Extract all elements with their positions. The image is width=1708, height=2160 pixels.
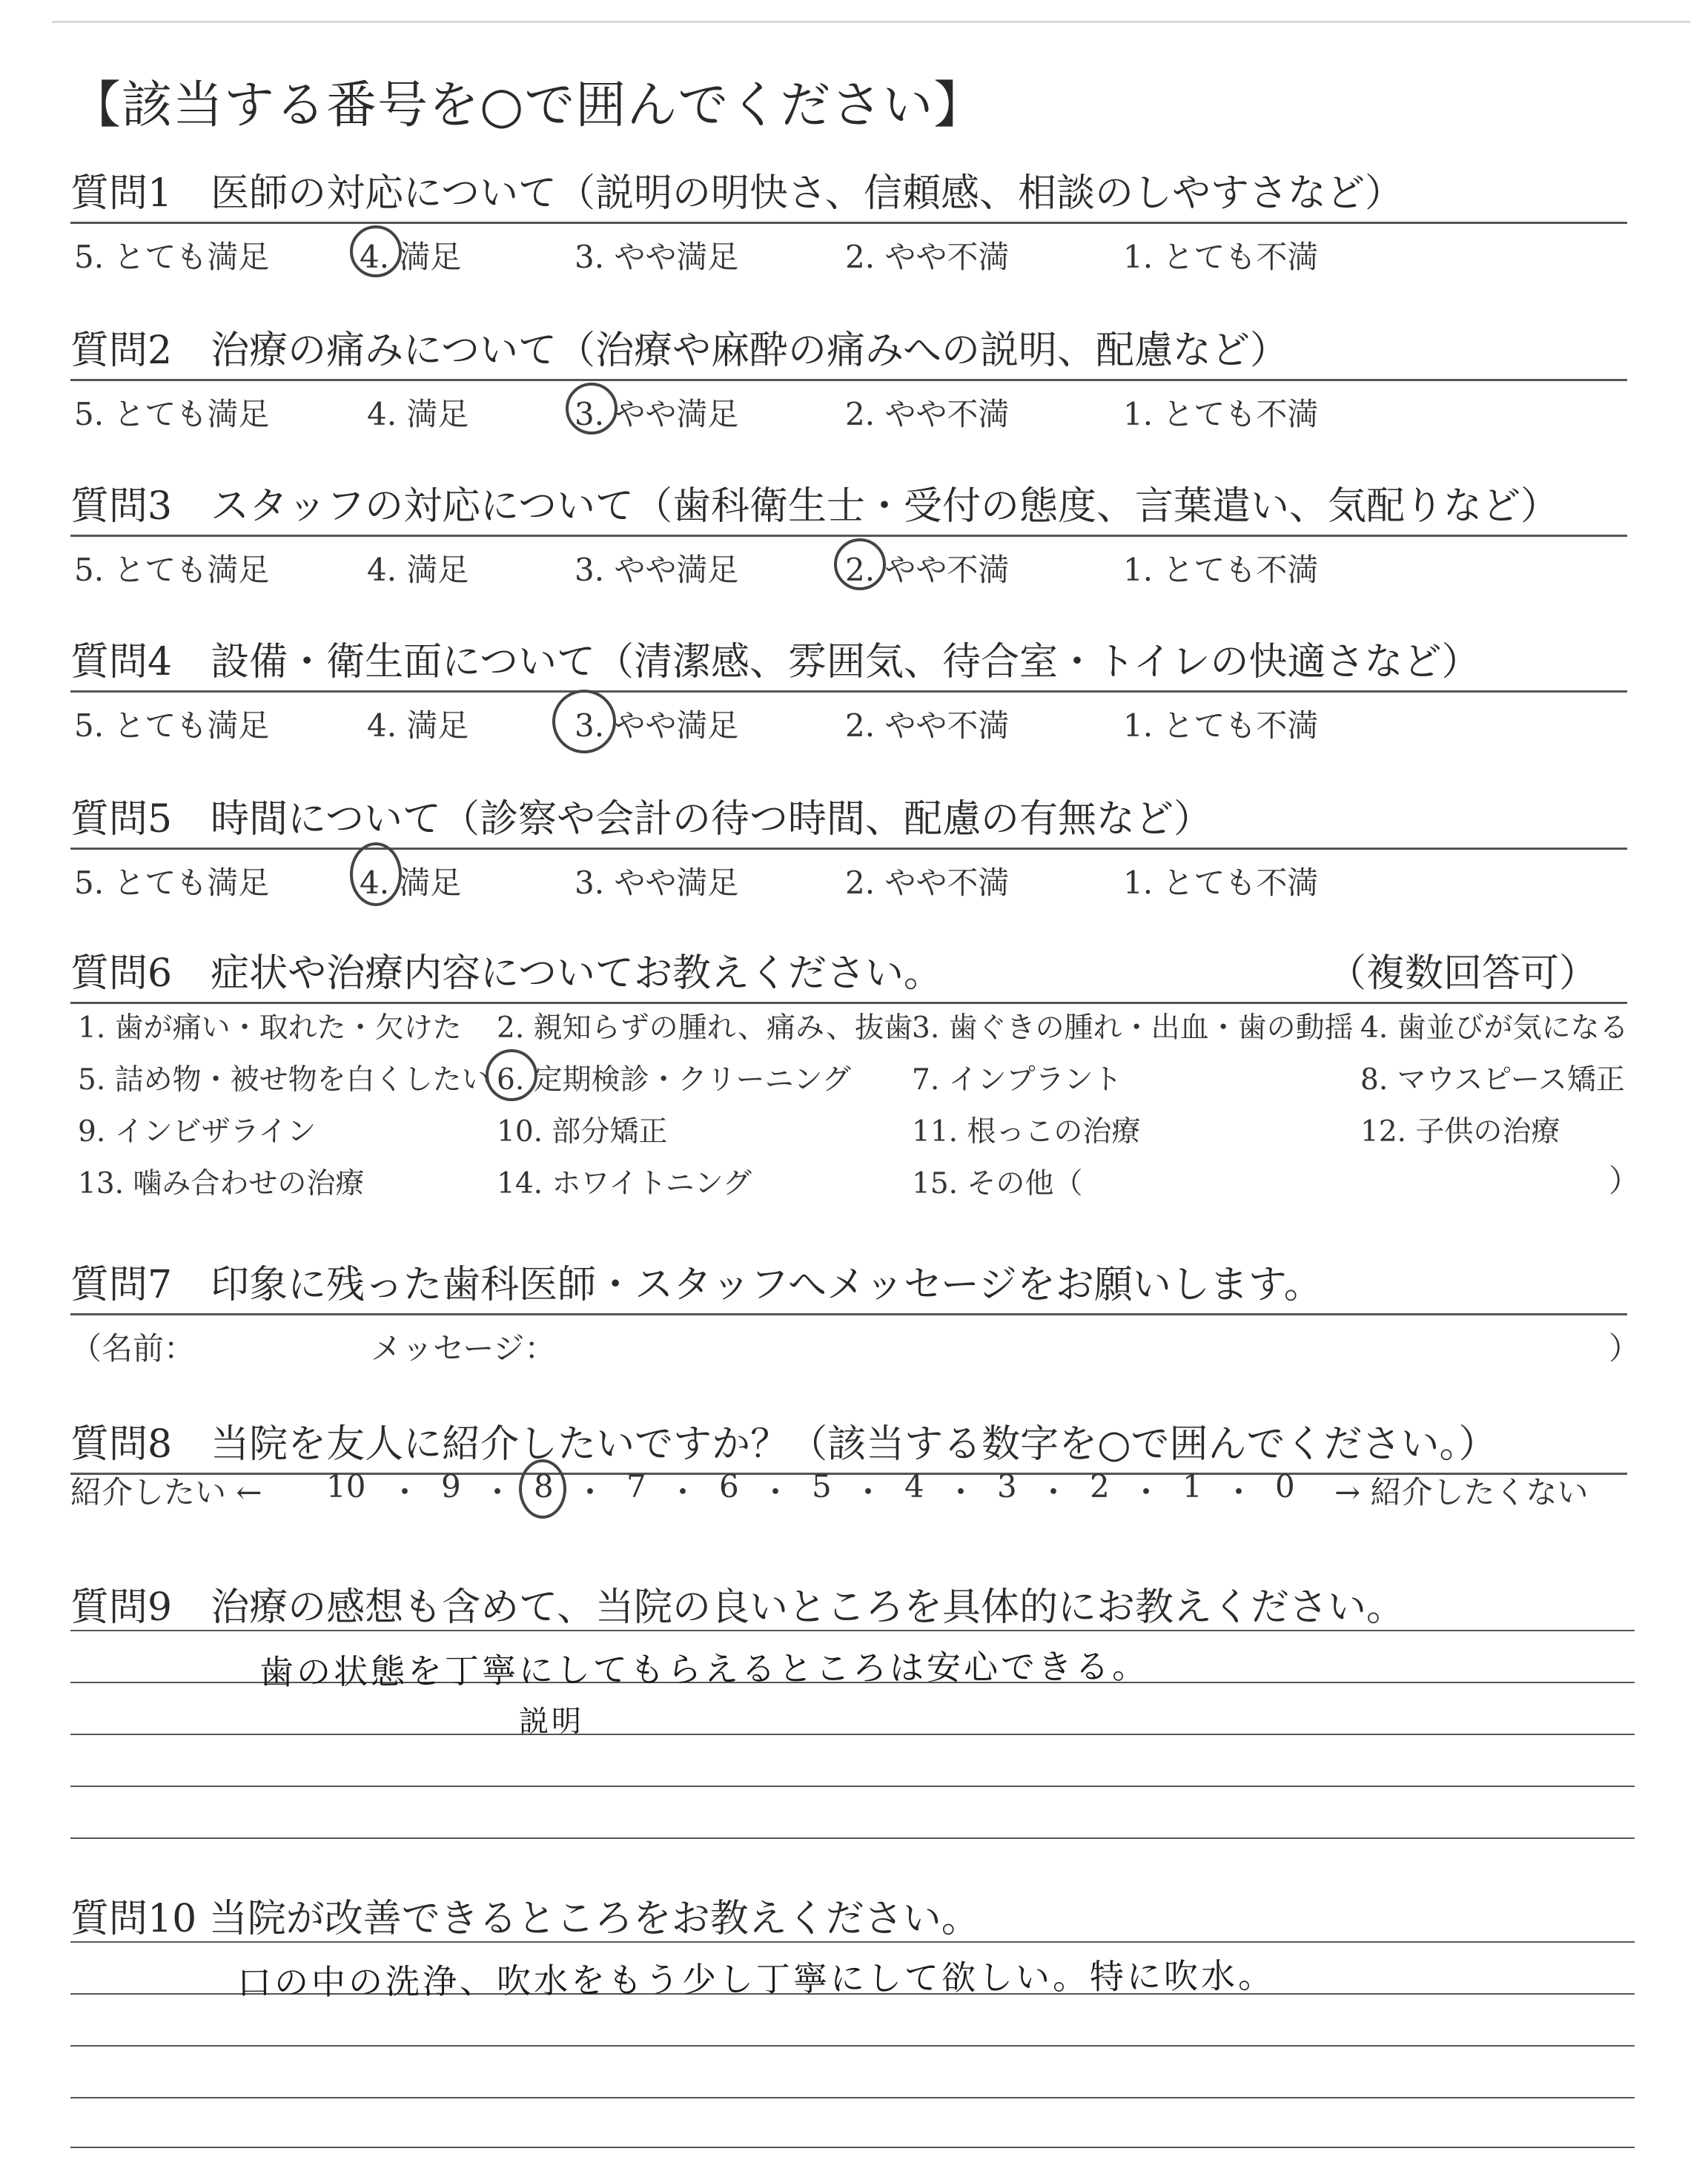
q1-option-4[interactable]: 4. 満足 — [360, 239, 462, 275]
answer-line — [70, 2147, 1635, 2148]
scale-separator: ・ — [1223, 1474, 1255, 1510]
scale-selected-circle — [519, 1459, 566, 1519]
question-6-rule — [70, 1002, 1627, 1004]
q4-option-5[interactable]: 5. とても満足 — [74, 707, 270, 744]
question-6-title — [70, 942, 1627, 997]
scale-value-5[interactable]: 5 — [812, 1468, 832, 1505]
answer-line — [70, 1941, 1635, 1943]
question-5-options — [70, 859, 1627, 903]
scale-value-1[interactable]: 1 — [1182, 1468, 1202, 1505]
scale-value-10[interactable]: 10 — [326, 1468, 366, 1505]
question-10 — [70, 1887, 1627, 1943]
answer-line — [70, 2097, 1635, 2098]
question-6-title-text: 質問6 症状や治療内容についてお教えください。 — [70, 951, 943, 996]
question-2-rule — [70, 379, 1627, 381]
scale-separator: ・ — [853, 1474, 884, 1510]
q4-selected-circle — [552, 690, 616, 753]
answer-line — [70, 1734, 1635, 1735]
scale-right-label: → 紹介したくない — [1334, 1474, 1589, 1510]
q3-option-2[interactable]: 2. やや不満 — [845, 552, 1010, 588]
q2-option-2[interactable]: 2. やや不満 — [845, 396, 1010, 432]
question-4-rule — [70, 690, 1627, 693]
question-5-title: 質問5 時間について（診察や会計の待つ時間、配慮の有無など） — [70, 797, 1213, 842]
symptom-item-14[interactable]: 14. ホワイトニング — [497, 1167, 752, 1200]
answer-line — [70, 1786, 1635, 1787]
q7-name-label: （名前： — [70, 1330, 196, 1367]
q1-option-3[interactable]: 3. やや満足 — [575, 239, 739, 275]
q5-option-4[interactable]: 4. 満足 — [360, 865, 462, 901]
symptom-other-close-paren: ） — [1609, 1163, 1641, 1199]
scale-separator: ・ — [760, 1474, 792, 1510]
page-top-rule — [52, 21, 1690, 23]
scale-separator: ・ — [1038, 1474, 1070, 1510]
q4-option-1[interactable]: 1. とても不満 — [1123, 707, 1319, 744]
question-7-rule — [70, 1313, 1627, 1315]
q1-option-2[interactable]: 2. やや不満 — [845, 239, 1010, 275]
question-3-options — [70, 546, 1627, 590]
q5-option-1[interactable]: 1. とても不満 — [1123, 865, 1319, 901]
question-2-options — [70, 390, 1627, 435]
question-2-title: 質問2 治療の痛みについて（治療や麻酔の痛みへの説明、配慮など） — [70, 328, 1289, 373]
symptom-item-6[interactable]: 6. 定期検診・クリーニング — [497, 1063, 851, 1097]
q5-option-2[interactable]: 2. やや不満 — [845, 865, 1010, 901]
question-1-options — [70, 233, 1627, 277]
q7-message-label: メッセージ： — [371, 1330, 556, 1367]
recommend-scale — [70, 1468, 1635, 1513]
question-10-title: 質問10 当院が改善できるところをお教えください。 — [70, 1897, 980, 1941]
q4-option-2[interactable]: 2. やや不満 — [845, 707, 1010, 744]
question-5 — [70, 787, 1627, 903]
question-3 — [70, 475, 1627, 590]
symptom-item-7[interactable]: 7. インプラント — [912, 1063, 1122, 1097]
scale-left-label: 紹介したい ← — [70, 1474, 262, 1510]
q5-option-3[interactable]: 3. やや満足 — [575, 865, 739, 901]
question-7-title: 質問7 印象に残った歯科医師・スタッフへメッセージをお願いします。 — [70, 1263, 1323, 1307]
question-7 — [70, 1253, 1641, 1369]
question-9-title: 質問9 治療の感想も含めて、当院の良いところを具体的にお教えください。 — [70, 1585, 1406, 1630]
q1-selected-circle — [350, 225, 402, 277]
scale-value-2[interactable]: 2 — [1090, 1468, 1110, 1505]
q3-selected-circle — [834, 538, 886, 590]
symptom-item-12[interactable]: 12. 子供の治療 — [1360, 1115, 1560, 1149]
symptom-item-2[interactable]: 2. 親知らずの腫れ、痛み、抜歯 — [497, 1011, 913, 1045]
question-9 — [70, 1576, 1627, 1631]
q2-selected-circle — [566, 383, 618, 435]
scale-value-9[interactable]: 9 — [441, 1468, 461, 1505]
symptom-item-8[interactable]: 8. マウスピース矯正 — [1360, 1063, 1625, 1097]
question-3-rule — [70, 535, 1627, 537]
scale-separator: ・ — [1131, 1474, 1162, 1510]
symptom-item-11[interactable]: 11. 根っこの治療 — [912, 1115, 1141, 1149]
q3-option-1[interactable]: 1. とても不満 — [1123, 552, 1319, 588]
q3-option-3[interactable]: 3. やや満足 — [575, 552, 739, 588]
symptom-6-selected-circle — [486, 1049, 537, 1101]
scale-separator: ・ — [482, 1474, 514, 1510]
question-4 — [70, 630, 1627, 746]
q2-option-3[interactable]: 3. やや満足 — [575, 396, 739, 432]
question-3-title: 質問3 スタッフの対応について（歯科衛生士・受付の態度、言葉遣い、気配りなど） — [70, 484, 1560, 529]
question-8-title: 質問8 当院を友人に紹介したいですか？（該当する数字を○で囲んでください。） — [70, 1422, 1497, 1467]
symptom-item-15[interactable]: 15. その他（ — [912, 1167, 1083, 1200]
question-7-fields — [70, 1324, 1641, 1369]
q4-option-4[interactable]: 4. 満足 — [367, 707, 469, 744]
symptom-item-5[interactable]: 5. 詰め物・被せ物を白くしたい — [78, 1063, 491, 1097]
q3-option-4[interactable]: 4. 満足 — [367, 552, 469, 588]
symptom-item-4[interactable]: 4. 歯並びが気になる — [1360, 1011, 1629, 1045]
q5-selected-circle — [350, 842, 402, 906]
scale-separator: ・ — [575, 1474, 606, 1510]
scale-value-4[interactable]: 4 — [904, 1468, 924, 1505]
question-1-rule — [70, 222, 1627, 224]
question-6 — [70, 942, 1627, 1004]
question-2 — [70, 319, 1627, 435]
symptom-item-13[interactable]: 13. 噛み合わせの治療 — [78, 1167, 365, 1200]
answer-line — [70, 2045, 1635, 2047]
question-8 — [70, 1413, 1627, 1475]
q2-option-5[interactable]: 5. とても満足 — [74, 396, 270, 432]
q2-option-1[interactable]: 1. とても不満 — [1123, 396, 1319, 432]
q5-option-5[interactable]: 5. とても満足 — [74, 865, 270, 901]
scale-separator: ・ — [667, 1474, 699, 1510]
q7-close-paren: ） — [1609, 1330, 1641, 1367]
scale-value-0[interactable]: 0 — [1275, 1468, 1295, 1505]
q2-option-4[interactable]: 4. 満足 — [367, 396, 469, 432]
question-1-title: 質問1 医師の対応について（説明の明快さ、信頼感、相談のしやすさなど） — [70, 171, 1403, 216]
q4-option-3[interactable]: 3. やや満足 — [575, 707, 739, 744]
scale-value-7[interactable]: 7 — [626, 1468, 646, 1505]
symptom-item-1[interactable]: 1. 歯が痛い・取れた・欠けた — [78, 1011, 462, 1045]
answer-line — [70, 1630, 1635, 1631]
question-5-rule — [70, 848, 1627, 850]
question-1 — [70, 162, 1627, 277]
question-4-title: 質問4 設備・衛生面について（清潔感、雰囲気、待合室・トイレの快適さなど） — [70, 640, 1480, 684]
scale-value-8[interactable]: 8 — [534, 1468, 554, 1505]
scale-value-3[interactable]: 3 — [997, 1468, 1017, 1505]
scale-value-6[interactable]: 6 — [719, 1468, 739, 1505]
symptom-item-3[interactable]: 3. 歯ぐきの腫れ・出血・歯の動揺 — [912, 1011, 1354, 1045]
symptom-item-10[interactable]: 10. 部分矯正 — [497, 1115, 668, 1149]
answer-line — [70, 1837, 1635, 1839]
question-9-handwritten-answer: 歯の状態を丁寧にしてもらえるところは安心できる。 — [259, 1645, 1150, 1693]
q1-option-1[interactable]: 1. とても不満 — [1123, 239, 1319, 275]
question-9-handwritten-insertion: 説明 — [518, 1704, 585, 1740]
question-10-handwritten-answer: 口の中の洗浄、吹水をもう少し丁寧にして欲しい。特に吹水。 — [236, 1955, 1276, 2003]
q3-option-5[interactable]: 5. とても満足 — [74, 552, 270, 588]
scale-separator: ・ — [389, 1474, 421, 1510]
question-4-options — [70, 701, 1627, 746]
page-heading: 【該当する番号を○で囲んでください】 — [70, 76, 985, 135]
scale-separator: ・ — [945, 1474, 977, 1510]
symptom-item-9[interactable]: 9. インビザライン — [78, 1115, 317, 1149]
question-6-note: （複数回答可） — [1327, 951, 1598, 996]
q1-option-5[interactable]: 5. とても満足 — [74, 239, 270, 275]
